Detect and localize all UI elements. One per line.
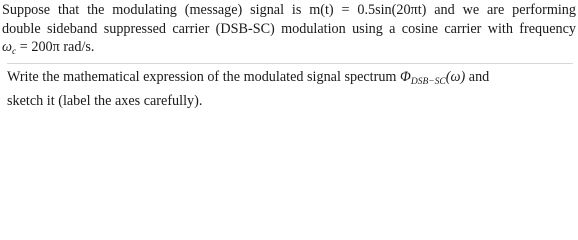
task-line-2: sketch it (label the axes carefully). <box>7 93 203 109</box>
task-text-after: and <box>465 69 490 85</box>
phi-argument: (ω) <box>445 69 466 85</box>
problem-line-1: Suppose that the modulating (message) signal is m(t) = 0.5sin(20πt) and we are performing <box>2 2 576 18</box>
problem-paragraph-1 <box>2 1 576 62</box>
carrier-frequency-line <box>2 38 576 62</box>
phi-symbol: Φ <box>400 69 411 85</box>
phi-subscript: DSB−SC <box>410 77 446 87</box>
task-text-before: Write the mathematical expression of the modulated signal spectrum <box>7 69 401 85</box>
omega-symbol: ω <box>2 39 13 55</box>
task-line-1 <box>7 68 573 92</box>
omega-subscript: c <box>12 47 17 57</box>
carrier-frequency-value: = 200π rad/s. <box>16 39 95 55</box>
problem-line-2: double sideband suppressed carrier (DSB-SC) modulation using a cosine carrier with frequency <box>2 20 576 37</box>
problem-paragraph-2 <box>7 63 573 111</box>
